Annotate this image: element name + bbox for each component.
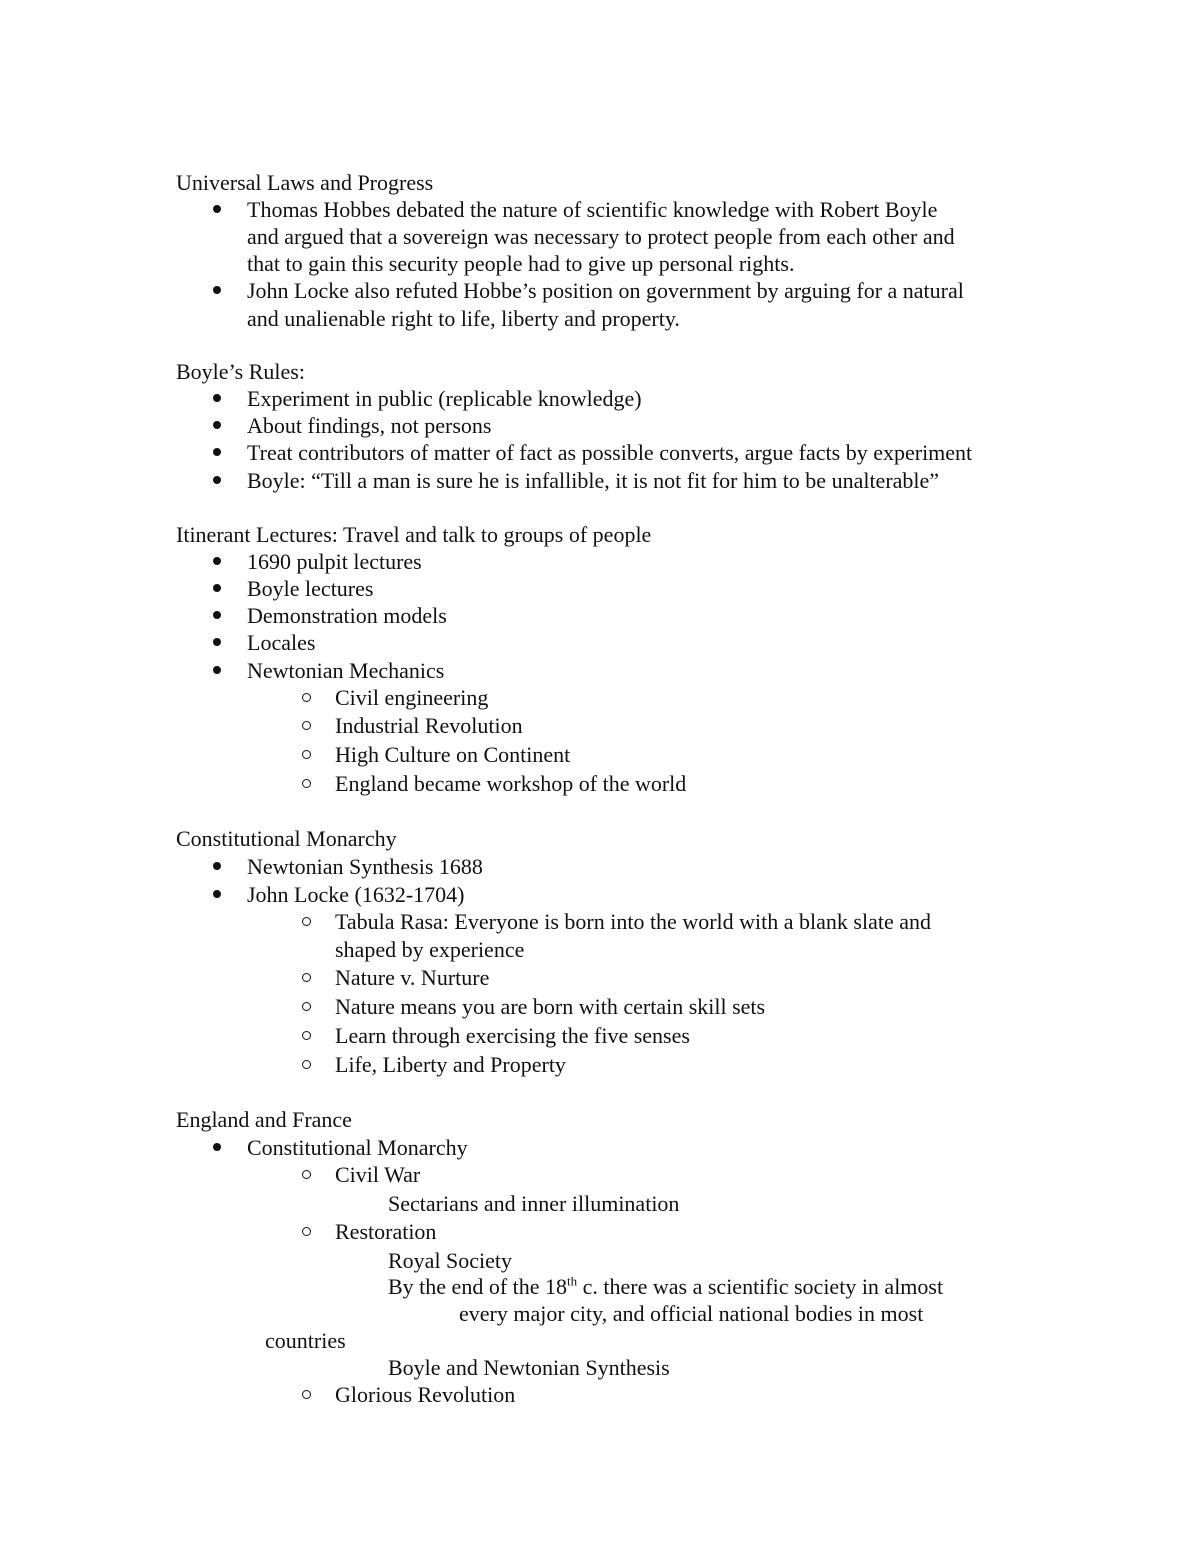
circle-bullet-icon	[302, 973, 311, 982]
bullet-icon	[213, 890, 221, 898]
sub-list-item: Restoration	[335, 1219, 437, 1244]
list-item: Experiment in public (replicable knowledge)	[247, 386, 642, 411]
circle-bullet-icon	[302, 1390, 311, 1399]
nested-note-continuation: every major city, and official national bodies in most	[459, 1301, 924, 1326]
list-item: About findings, not persons	[247, 413, 492, 438]
bullet-icon	[213, 448, 221, 456]
circle-bullet-icon	[302, 1031, 311, 1040]
bullet-icon	[213, 666, 221, 674]
list-item: Demonstration models	[247, 603, 447, 628]
circle-bullet-icon	[302, 917, 311, 926]
bullet-icon	[213, 611, 221, 619]
heading-itinerant-lectures: Itinerant Lectures: Travel and talk to groups of people	[176, 522, 652, 547]
bullet-icon	[213, 862, 221, 870]
nested-note: Boyle and Newtonian Synthesis	[388, 1355, 670, 1380]
heading-boyles-rules: Boyle’s Rules:	[176, 359, 305, 384]
circle-bullet-icon	[302, 693, 311, 702]
sub-list-item: Nature v. Nurture	[335, 965, 490, 990]
sub-list-item: Glorious Revolution	[335, 1382, 516, 1407]
nested-note-continuation: countries	[265, 1328, 346, 1353]
nested-note-text: By the end of the 18	[388, 1274, 568, 1299]
list-item-line: John Locke also refuted Hobbe’s position on government by arguing for a natural	[247, 278, 964, 303]
heading-universal-laws: Universal Laws and Progress	[176, 170, 434, 195]
sub-list-item: Learn through exercising the five senses	[335, 1023, 690, 1048]
bullet-icon	[213, 1143, 221, 1151]
bullet-icon	[213, 584, 221, 592]
bullet-icon	[213, 286, 221, 294]
nested-note	[388, 1273, 943, 1300]
circle-bullet-icon	[302, 1060, 311, 1069]
circle-bullet-icon	[302, 779, 311, 788]
list-item: Boyle lectures	[247, 576, 374, 601]
nested-note: Royal Society	[388, 1248, 513, 1273]
heading-england-and-france: England and France	[176, 1107, 352, 1132]
sub-list-item: Civil War	[335, 1162, 421, 1187]
bullet-icon	[213, 638, 221, 646]
circle-bullet-icon	[302, 1170, 311, 1179]
list-item-line: and unalienable right to life, liberty and property.	[247, 306, 680, 331]
sub-list-item: Civil engineering	[335, 685, 489, 710]
list-item: Boyle: “Till a man is sure he is infallible, it is not fit for him to be unalterable”	[247, 468, 940, 493]
nested-note-text: c. there was a scientific society in almost	[577, 1274, 944, 1299]
sub-list-item: High Culture on Continent	[335, 742, 571, 767]
list-item-line: Thomas Hobbes debated the nature of scientific knowledge with Robert Boyle	[247, 197, 938, 222]
list-item: John Locke (1632-1704)	[247, 882, 465, 907]
circle-bullet-icon	[302, 750, 311, 759]
list-item: Constitutional Monarchy	[247, 1135, 468, 1160]
list-item: Newtonian Mechanics	[247, 658, 445, 683]
bullet-icon	[213, 394, 221, 402]
bullet-icon	[213, 205, 221, 213]
bullet-icon	[213, 421, 221, 429]
list-item: Treat contributors of matter of fact as possible converts, argue facts by experiment	[247, 440, 973, 465]
nested-note: Sectarians and inner illumination	[388, 1191, 680, 1216]
list-item: Newtonian Synthesis 1688	[247, 854, 483, 879]
circle-bullet-icon	[302, 721, 311, 730]
sub-list-item: England became workshop of the world	[335, 771, 687, 796]
sub-list-item-continuation: shaped by experience	[335, 937, 525, 962]
list-item: 1690 pulpit lectures	[247, 549, 422, 574]
sub-list-item: Life, Liberty and Property	[335, 1052, 566, 1077]
bullet-icon	[213, 557, 221, 565]
list-item-line: that to gain this security people had to give up personal rights.	[247, 251, 795, 276]
bullet-icon	[213, 476, 221, 484]
circle-bullet-icon	[302, 1002, 311, 1011]
ordinal-superscript: th	[567, 1273, 578, 1289]
list-item-line: and argued that a sovereign was necessary to protect people from each other and	[247, 224, 955, 249]
circle-bullet-icon	[302, 1227, 311, 1236]
heading-constitutional-monarchy: Constitutional Monarchy	[176, 826, 397, 851]
sub-list-item: Industrial Revolution	[335, 713, 523, 738]
list-item: Locales	[247, 630, 316, 655]
sub-list-item: Tabula Rasa: Everyone is born into the world with a blank slate and	[335, 909, 931, 934]
sub-list-item: Nature means you are born with certain skill sets	[335, 994, 766, 1019]
